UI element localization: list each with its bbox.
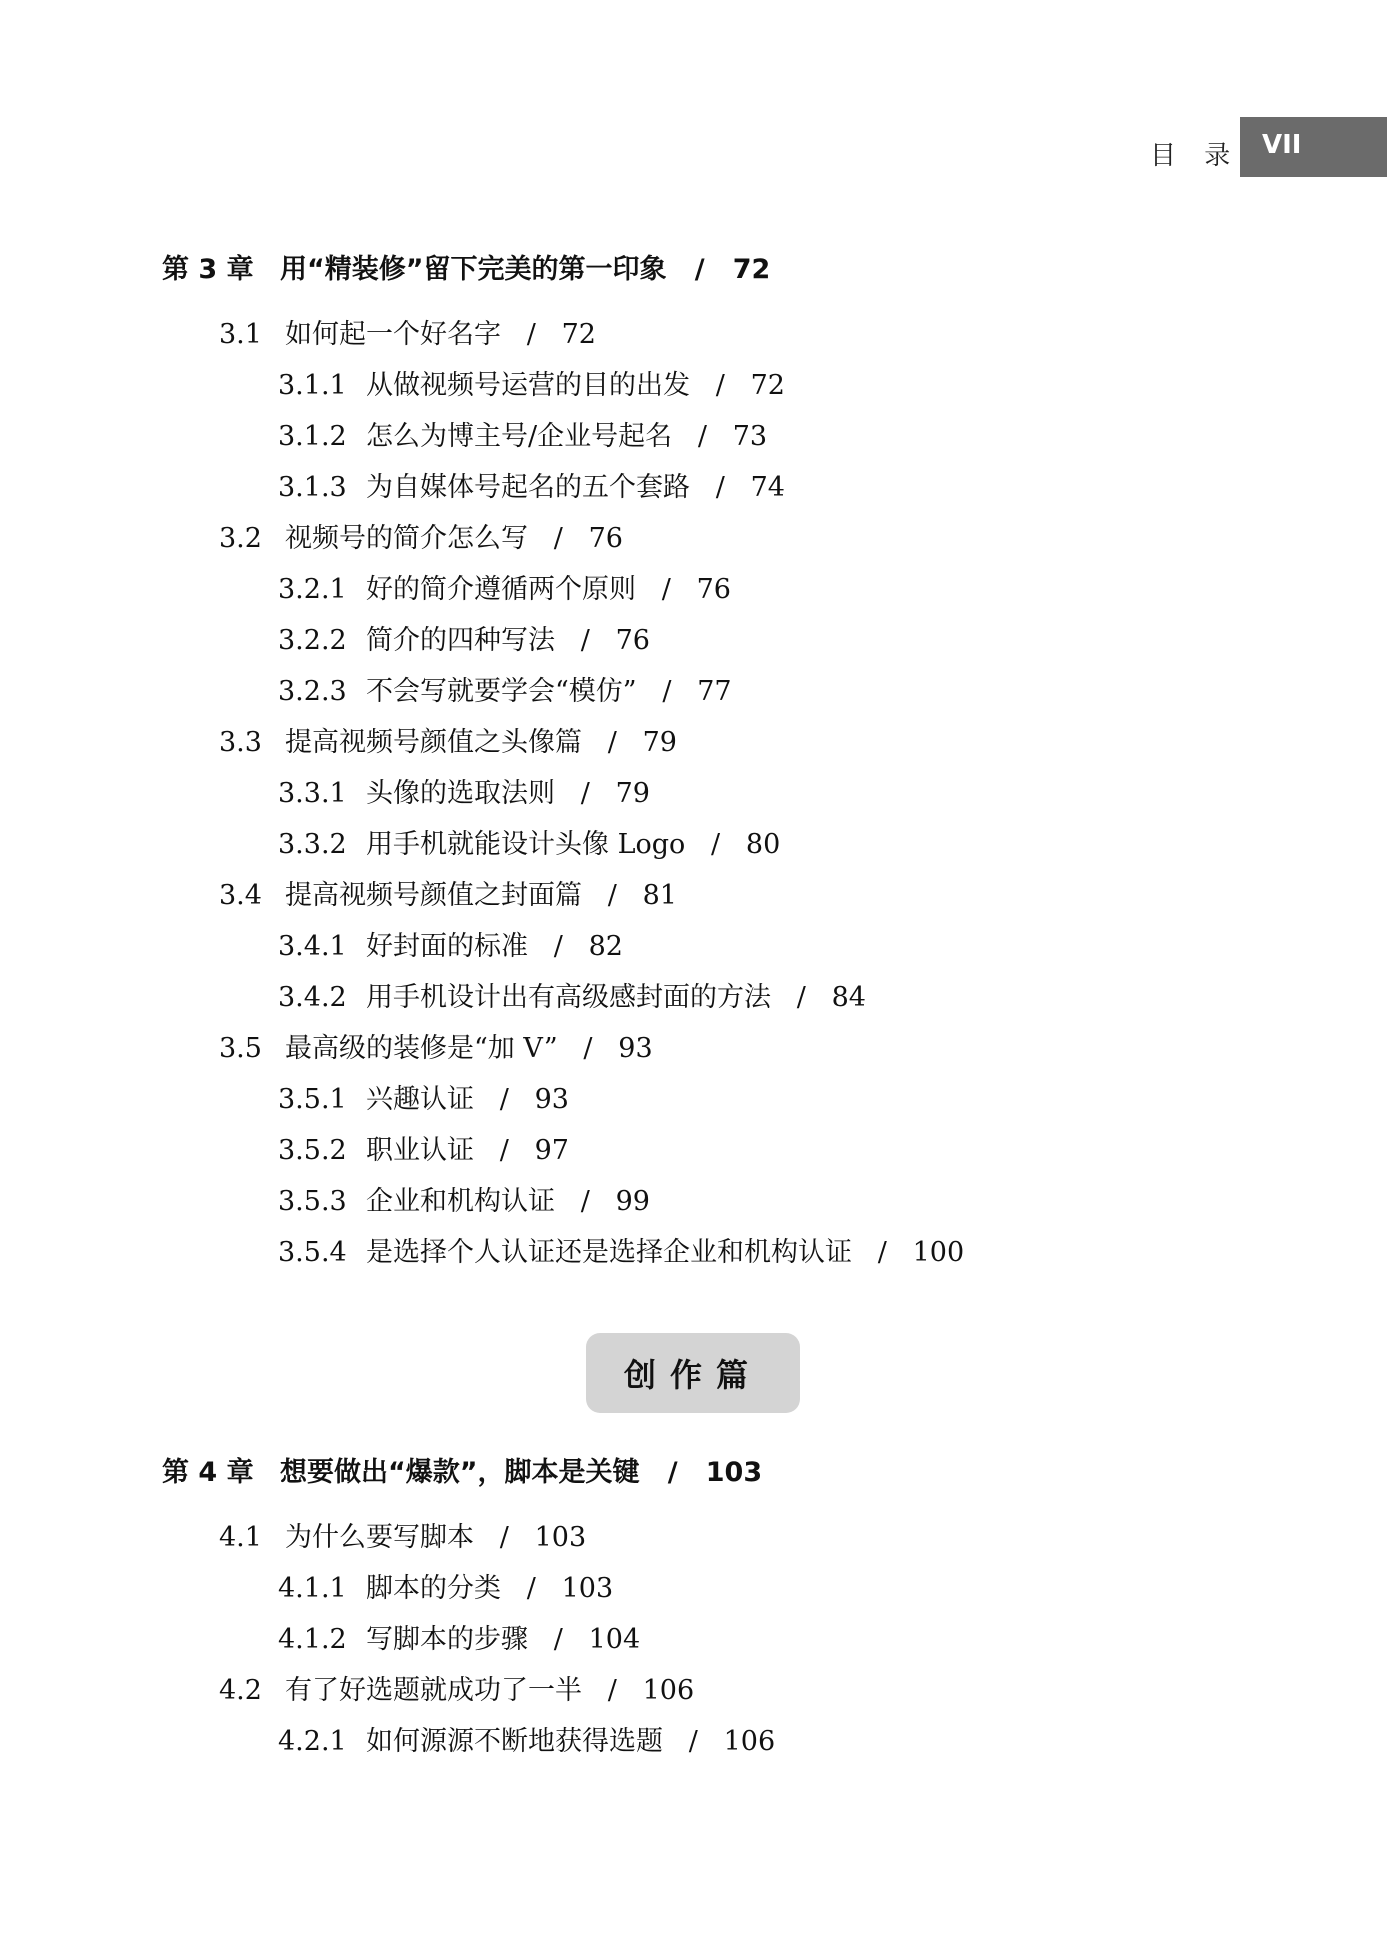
- section-title: 为什么要写脚本: [285, 1522, 474, 1553]
- toc-section[interactable]: [219, 516, 623, 555]
- page-separator: /: [528, 523, 589, 554]
- page-separator: /: [636, 676, 698, 707]
- header-section-label: 目 录: [1150, 141, 1241, 171]
- subsection-title: 兴趣认证: [366, 1084, 474, 1115]
- section-page: 106: [642, 1675, 695, 1706]
- chapter-title: 想要做出“爆款”，脚本是关键: [280, 1457, 640, 1488]
- page-separator: /: [852, 1237, 913, 1268]
- subsection-page: 103: [561, 1573, 614, 1604]
- chapter-title: 用“精装修”留下完美的第一印象: [280, 254, 667, 285]
- page-separator: /: [528, 1624, 589, 1655]
- subsection-title: 简介的四种写法: [366, 625, 555, 656]
- toc-subsection[interactable]: [278, 414, 767, 453]
- toc-subsection[interactable]: [278, 618, 650, 657]
- subsection-title: 如何源源不断地获得选题: [366, 1726, 663, 1757]
- subsection-page: 106: [723, 1726, 776, 1757]
- page-separator: /: [474, 1135, 535, 1166]
- subsection-title: 为自媒体号起名的五个套路: [366, 472, 690, 503]
- page-separator: /: [690, 370, 751, 401]
- subsection-number: 3.4.2: [278, 982, 347, 1013]
- subsection-number: 4.1.2: [278, 1624, 347, 1655]
- toc-subsection[interactable]: [278, 1566, 613, 1605]
- section-number: 4.2: [219, 1675, 262, 1706]
- chapter-page: 103: [705, 1457, 763, 1488]
- page-separator: /: [528, 931, 589, 962]
- subsection-number: 3.3.2: [278, 829, 347, 860]
- section-number: 4.1: [219, 1522, 262, 1553]
- page-separator: /: [501, 319, 562, 350]
- page-separator: /: [639, 1457, 706, 1488]
- subsection-number: 3.1.2: [278, 421, 347, 452]
- section-page: 76: [588, 523, 623, 554]
- subsection-number: 3.2.1: [278, 574, 347, 605]
- subsection-title: 用手机设计出有高级感封面的方法: [366, 982, 771, 1013]
- toc-subsection[interactable]: [278, 1179, 650, 1218]
- toc-subsection[interactable]: [278, 1128, 569, 1167]
- page-separator: /: [636, 574, 697, 605]
- page-separator: /: [555, 625, 616, 656]
- subsection-page: 104: [588, 1624, 641, 1655]
- section-title: 如何起一个好名字: [285, 319, 501, 350]
- page-separator: /: [690, 472, 751, 503]
- section-title: 视频号的简介怎么写: [285, 523, 528, 554]
- subsection-page: 74: [750, 472, 785, 503]
- subsection-page: 77: [697, 676, 732, 707]
- toc-section[interactable]: [219, 873, 677, 912]
- toc-subsection[interactable]: [278, 975, 866, 1014]
- section-page: 81: [642, 880, 677, 911]
- toc-subsection[interactable]: [278, 567, 731, 606]
- subsection-number: 4.2.1: [278, 1726, 347, 1757]
- page-number: VII: [1262, 130, 1302, 160]
- page-separator: /: [666, 254, 733, 285]
- subsection-page: 72: [750, 370, 785, 401]
- page-separator: /: [771, 982, 832, 1013]
- toc-section[interactable]: [219, 1668, 694, 1707]
- subsection-number: 3.5.2: [278, 1135, 347, 1166]
- page-separator: /: [582, 727, 643, 758]
- subsection-number: 3.2.3: [278, 676, 347, 707]
- section-title: 有了好选题就成功了一半: [285, 1675, 582, 1706]
- subsection-title: 职业认证: [366, 1135, 474, 1166]
- toc-subsection[interactable]: [278, 465, 785, 504]
- section-number: 3.4: [219, 880, 262, 911]
- toc-subsection[interactable]: [278, 363, 785, 402]
- subsection-number: 3.2.2: [278, 625, 347, 656]
- section-number: 3.1: [219, 319, 262, 350]
- section-title: 提高视频号颜值之头像篇: [285, 727, 582, 758]
- subsection-number: 4.1.1: [278, 1573, 347, 1604]
- section-page: 72: [561, 319, 596, 350]
- subsection-page: 97: [534, 1135, 569, 1166]
- toc-subsection[interactable]: [278, 1077, 569, 1116]
- page-separator: /: [582, 880, 643, 911]
- toc-subsection[interactable]: [278, 669, 732, 708]
- subsection-title: 不会写就要学会“模仿”: [366, 676, 637, 707]
- subsection-page: 79: [615, 778, 650, 809]
- section-page: 103: [534, 1522, 587, 1553]
- section-page: 93: [618, 1033, 653, 1064]
- subsection-page: 93: [534, 1084, 569, 1115]
- page-number-tab: [1240, 117, 1387, 177]
- page-separator: /: [555, 1186, 616, 1217]
- subsection-page: 76: [615, 625, 650, 656]
- page-separator: /: [557, 1033, 619, 1064]
- subsection-title: 用手机就能设计头像 Logo: [366, 829, 686, 860]
- toc-subsection[interactable]: [278, 771, 650, 810]
- subsection-title: 写脚本的步骤: [366, 1624, 528, 1655]
- section-number: 3.3: [219, 727, 262, 758]
- toc-subsection[interactable]: [278, 1617, 640, 1656]
- subsection-number: 3.5.1: [278, 1084, 347, 1115]
- subsection-title: 是选择个人认证还是选择企业和机构认证: [366, 1237, 852, 1268]
- chapter-number: 第 4 章: [162, 1457, 254, 1488]
- part-heading: [586, 1333, 800, 1413]
- toc-section[interactable]: [219, 1515, 586, 1554]
- subsection-page: 82: [588, 931, 623, 962]
- page-separator: /: [474, 1522, 535, 1553]
- subsection-number: 3.1.1: [278, 370, 347, 401]
- toc-section[interactable]: [219, 1026, 653, 1065]
- subsection-page: 80: [745, 829, 781, 860]
- subsection-title: 脚本的分类: [366, 1573, 501, 1604]
- subsection-page: 76: [696, 574, 731, 605]
- section-title: 提高视频号颜值之封面篇: [285, 880, 582, 911]
- section-title: 最高级的装修是“加 V”: [285, 1033, 558, 1064]
- page-separator: /: [555, 778, 616, 809]
- toc-subsection[interactable]: [278, 822, 780, 861]
- toc-subsection[interactable]: [278, 1719, 775, 1758]
- page-separator: /: [474, 1084, 535, 1115]
- subsection-title: 怎么为博主号/企业号起名: [366, 421, 673, 452]
- subsection-number: 3.5.4: [278, 1237, 347, 1268]
- subsection-page: 84: [831, 982, 866, 1013]
- toc-subsection[interactable]: [278, 1230, 964, 1269]
- subsection-page: 100: [912, 1237, 965, 1268]
- section-number: 3.2: [219, 523, 262, 554]
- subsection-number: 3.4.1: [278, 931, 347, 962]
- toc-section[interactable]: [219, 720, 677, 759]
- page-separator: /: [685, 829, 746, 860]
- section-number: 3.5: [219, 1033, 262, 1064]
- page-separator: /: [663, 1726, 724, 1757]
- subsection-title: 企业和机构认证: [366, 1186, 555, 1217]
- subsection-number: 3.3.1: [278, 778, 347, 809]
- page-separator: /: [582, 1675, 643, 1706]
- chapter-page: 72: [732, 254, 771, 285]
- subsection-title: 头像的选取法则: [366, 778, 555, 809]
- toc-subsection[interactable]: [278, 924, 623, 963]
- subsection-page: 73: [732, 421, 768, 452]
- subsection-page: 99: [615, 1186, 650, 1217]
- toc-section[interactable]: [219, 312, 596, 351]
- chapter-number: 第 3 章: [162, 254, 254, 285]
- subsection-title: 好的简介遵循两个原则: [366, 574, 636, 605]
- subsection-title: 从做视频号运营的目的出发: [366, 370, 690, 401]
- page-separator: /: [672, 421, 733, 452]
- subsection-title: 好封面的标准: [366, 931, 528, 962]
- subsection-number: 3.1.3: [278, 472, 347, 503]
- toc-chapter-3[interactable]: [162, 247, 770, 286]
- section-page: 79: [642, 727, 677, 758]
- part-title: 创作篇: [623, 1356, 762, 1394]
- toc-chapter-4[interactable]: [162, 1450, 762, 1489]
- subsection-number: 3.5.3: [278, 1186, 347, 1217]
- page-separator: /: [501, 1573, 562, 1604]
